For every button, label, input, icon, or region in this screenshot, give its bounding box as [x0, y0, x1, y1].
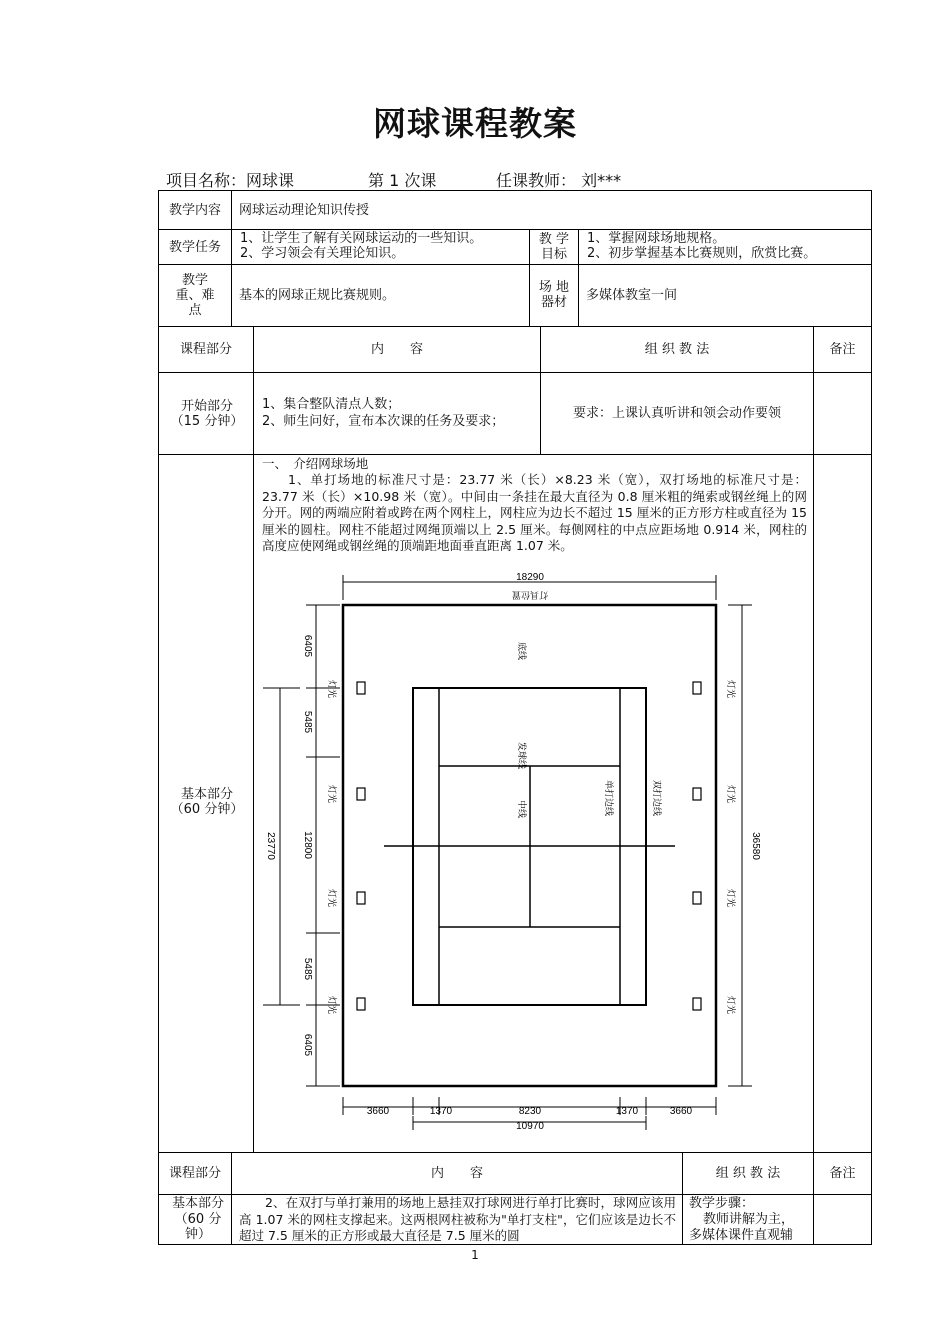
start-part-label: 开始部分（15 分钟） [170, 398, 244, 429]
dim-left-label: 12800 [302, 831, 313, 859]
cont-paragraph: 2、在双打与单打兼用的场地上悬挂双打球网进行单打比赛时，球网应该用高 1.07 米的网柱支撑起来。这两根网柱被称为"单打支柱"，它们应该是边长不超过 7.5 厘米的正方形或最大直径是 7.5 厘米的圆 [239, 1195, 676, 1243]
dim-bottom-total-label: 10970 [516, 1121, 544, 1132]
content-label: 教学内容 [168, 202, 221, 218]
basic-heading: 一、 介绍网球场地 [262, 456, 369, 471]
start-item: 1、集合整队清点人数； [262, 397, 401, 412]
dim-left-total-label: 23770 [265, 832, 276, 860]
light-label: 灯光 [726, 680, 736, 699]
goal-item: 1、掌握网球场地规格。 [587, 231, 726, 246]
header-note: 备注 [829, 342, 856, 357]
dim-bottom-label: 3660 [669, 1106, 693, 1117]
dim-left-label: 6405 [302, 1033, 313, 1057]
dim-bottom-label: 1370 [615, 1106, 639, 1117]
top-fixture-label: 灯具位置 [511, 590, 549, 600]
light-label: 灯光 [327, 889, 337, 908]
page-number: 1 [471, 1248, 479, 1262]
content-value: 网球运动理论知识传授 [239, 202, 370, 218]
light-label: 灯光 [726, 996, 736, 1015]
light-fixture [357, 998, 365, 1010]
header-part: 课程部分 [179, 342, 232, 357]
light-fixture [693, 892, 701, 904]
cont-method-line: 教师讲解为主， [703, 1212, 795, 1227]
venue-value: 多媒体教室一间 [586, 287, 678, 303]
light-fixture [693, 788, 701, 800]
light-fixture [693, 682, 701, 694]
task-label: 教学任务 [168, 239, 221, 255]
light-label: 灯光 [327, 680, 337, 699]
start-item: 2、师生问好，宣布本次课的任务及要求； [262, 414, 505, 429]
dim-bottom-label: 1370 [429, 1106, 453, 1117]
header-method: 组 织 教 法 [644, 342, 710, 357]
dim-left-label: 6405 [302, 634, 313, 658]
cont-method-line: 教学步骤： [689, 1196, 755, 1211]
doubles-side-label: 双打边线 [652, 780, 662, 817]
dim-left-label: 5485 [302, 710, 313, 734]
light-fixture [357, 788, 365, 800]
light-fixture [357, 682, 365, 694]
project-name: 项目名称：网球课 [166, 171, 295, 190]
basic-part-label: 基本部分（60 分钟） [170, 787, 244, 817]
dim-left-label: 5485 [302, 957, 313, 981]
cont-method [689, 1196, 811, 1244]
dim-top-label: 18290 [516, 572, 544, 583]
header2-content: 内 容 [430, 1166, 483, 1181]
header2-note: 备注 [829, 1166, 856, 1181]
cont-part-label: 基本部分（60 分钟） [171, 1196, 224, 1242]
goal-item: 2、初步掌握基本比赛规则，欣赏比赛。 [587, 246, 817, 261]
dim-bottom-label: 8230 [518, 1106, 542, 1117]
key-value: 基本的网球正规比赛规则。 [239, 287, 396, 303]
basic-paragraph: 1、单打场地的标准尺寸是：23.77 米（长）×8.23 米（宽），双打场地的标准尺寸是：23.77 米（长）×10.98 米（宽）。中间由一条挂在最大直径为 0.8 厘米粗的绳索或钢丝绳上的网分开。网的两端应附着或跨在两个网柱上，网柱应为边长不超过 15 厘米的正方形方柱或直径为 15 厘米的圆柱。网柱不能超过网绳顶端以上 2.5 厘米。每侧网柱的中点应距场地 0.914 米，网柱的高度应使网绳或钢丝绳的顶端距地面垂直距离 1.07 米。 [262, 472, 807, 553]
lesson-number: 第 1 次课 [368, 171, 437, 190]
goal-label: 教 学 目标 [538, 232, 570, 262]
task-item: 1、让学生了解有关网球运动的一些知识。 [240, 231, 483, 246]
doc-title: 网球课程教案 [373, 104, 577, 143]
task-item: 2、学习领会有关理论知识。 [240, 246, 405, 261]
center-line-label: 中线 [517, 800, 527, 819]
header-content: 内 容 [370, 342, 423, 357]
service-line-label: 发球线 [517, 742, 527, 770]
header2-method: 组 织 教 法 [715, 1166, 781, 1181]
teacher-name: 任课教师： 刘*** [496, 171, 622, 190]
singles-side-label: 单打边线 [604, 780, 614, 817]
light-label: 灯光 [327, 785, 337, 804]
light-label: 灯光 [327, 996, 337, 1015]
light-label: 灯光 [726, 889, 736, 908]
baseline-label: 底线 [517, 642, 527, 661]
dim-bottom-label: 3660 [366, 1106, 390, 1117]
header2-part: 课程部分 [168, 1166, 221, 1181]
venue-label: 场 地 器材 [538, 280, 570, 310]
light-fixture [357, 892, 365, 904]
cont-method-line: 多媒体课件直观辅 [689, 1228, 794, 1243]
light-fixture [693, 998, 701, 1010]
start-method: 要求：上课认真听讲和领会动作要领 [572, 406, 781, 421]
light-label: 灯光 [726, 785, 736, 804]
key-label: 教学重、难点 [175, 272, 215, 318]
dim-right-label: 36580 [750, 832, 761, 860]
